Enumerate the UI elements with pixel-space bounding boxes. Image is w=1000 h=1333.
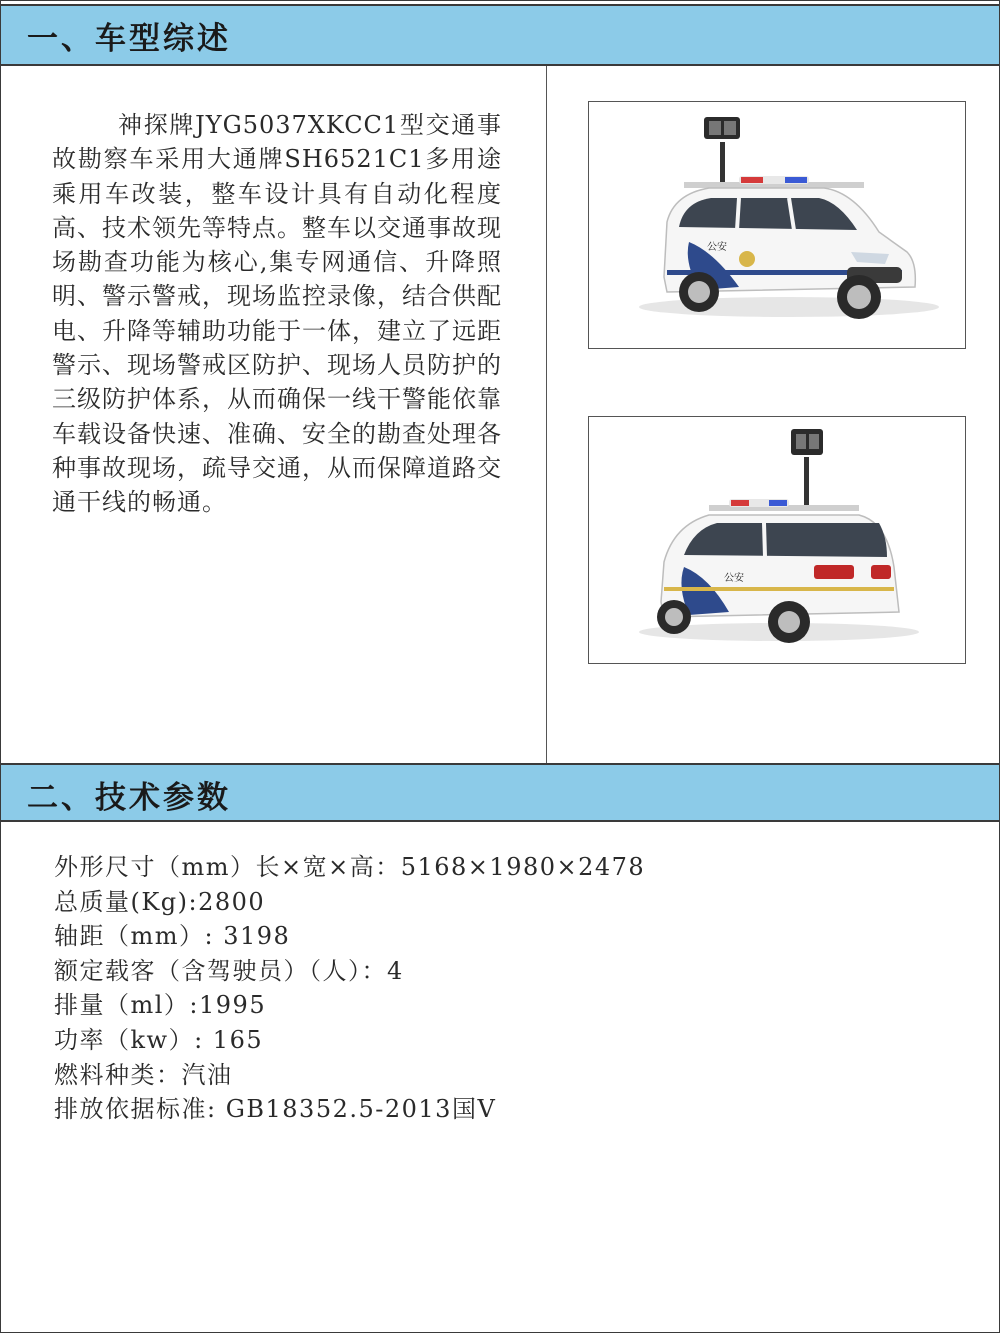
door-text-front: 公安 <box>707 242 727 253</box>
spec-power: 功率（kw）: 165 <box>54 1025 264 1054</box>
spec-displacement: 排量（ml）:1995 <box>54 991 267 1020</box>
spec-wheelbase: 轴距（mm）: 3198 <box>54 922 291 951</box>
vehicle-photo-rear <box>588 416 966 664</box>
vehicle-photo-front <box>588 101 966 349</box>
section-title-specs: 二、技术参数 <box>27 780 231 816</box>
spec-dimensions: 外形尺寸（mm）长×宽×高：5168×1980×2478 <box>54 853 646 881</box>
column-divider <box>546 66 547 763</box>
overview-paragraph: 神探牌JYG5037XKCC1型交通事故勘察车采用大通牌SH6521C1多用途乘用车改装，整车设计具有自动化程度高、技术领先等特点。整车以交通事故现场勘查功能为核心,集专网通信、升降照明、警示警戒，现场监控录像，结合供配电、升降等辅助功能于一体，建立了远距警示、现场警戒区防护、现场人员防护的三级防护体系，从而确保一线干警能依靠车载设备快速、准确、安全的勘查处理各种事故现场，疏导交通，从而保障道路交通干线的畅通。 <box>52 111 502 517</box>
spec-passengers: 额定载客（含驾驶员）（人）：4 <box>54 956 404 985</box>
section-title-overview: 一、车型综述 <box>27 21 231 57</box>
spec-fuel-type: 燃料种类：汽油 <box>54 1060 233 1089</box>
spec-list <box>54 850 645 1127</box>
spec-total-mass: 总质量(Kg):2800 <box>54 887 266 916</box>
section-header-overview <box>1 4 999 66</box>
section-header-specs <box>1 763 999 822</box>
spec-emission-standard: 排放依据标准: GB18352.5-2013国Ⅴ <box>54 1095 497 1124</box>
door-text-rear: 公安 <box>724 573 744 584</box>
